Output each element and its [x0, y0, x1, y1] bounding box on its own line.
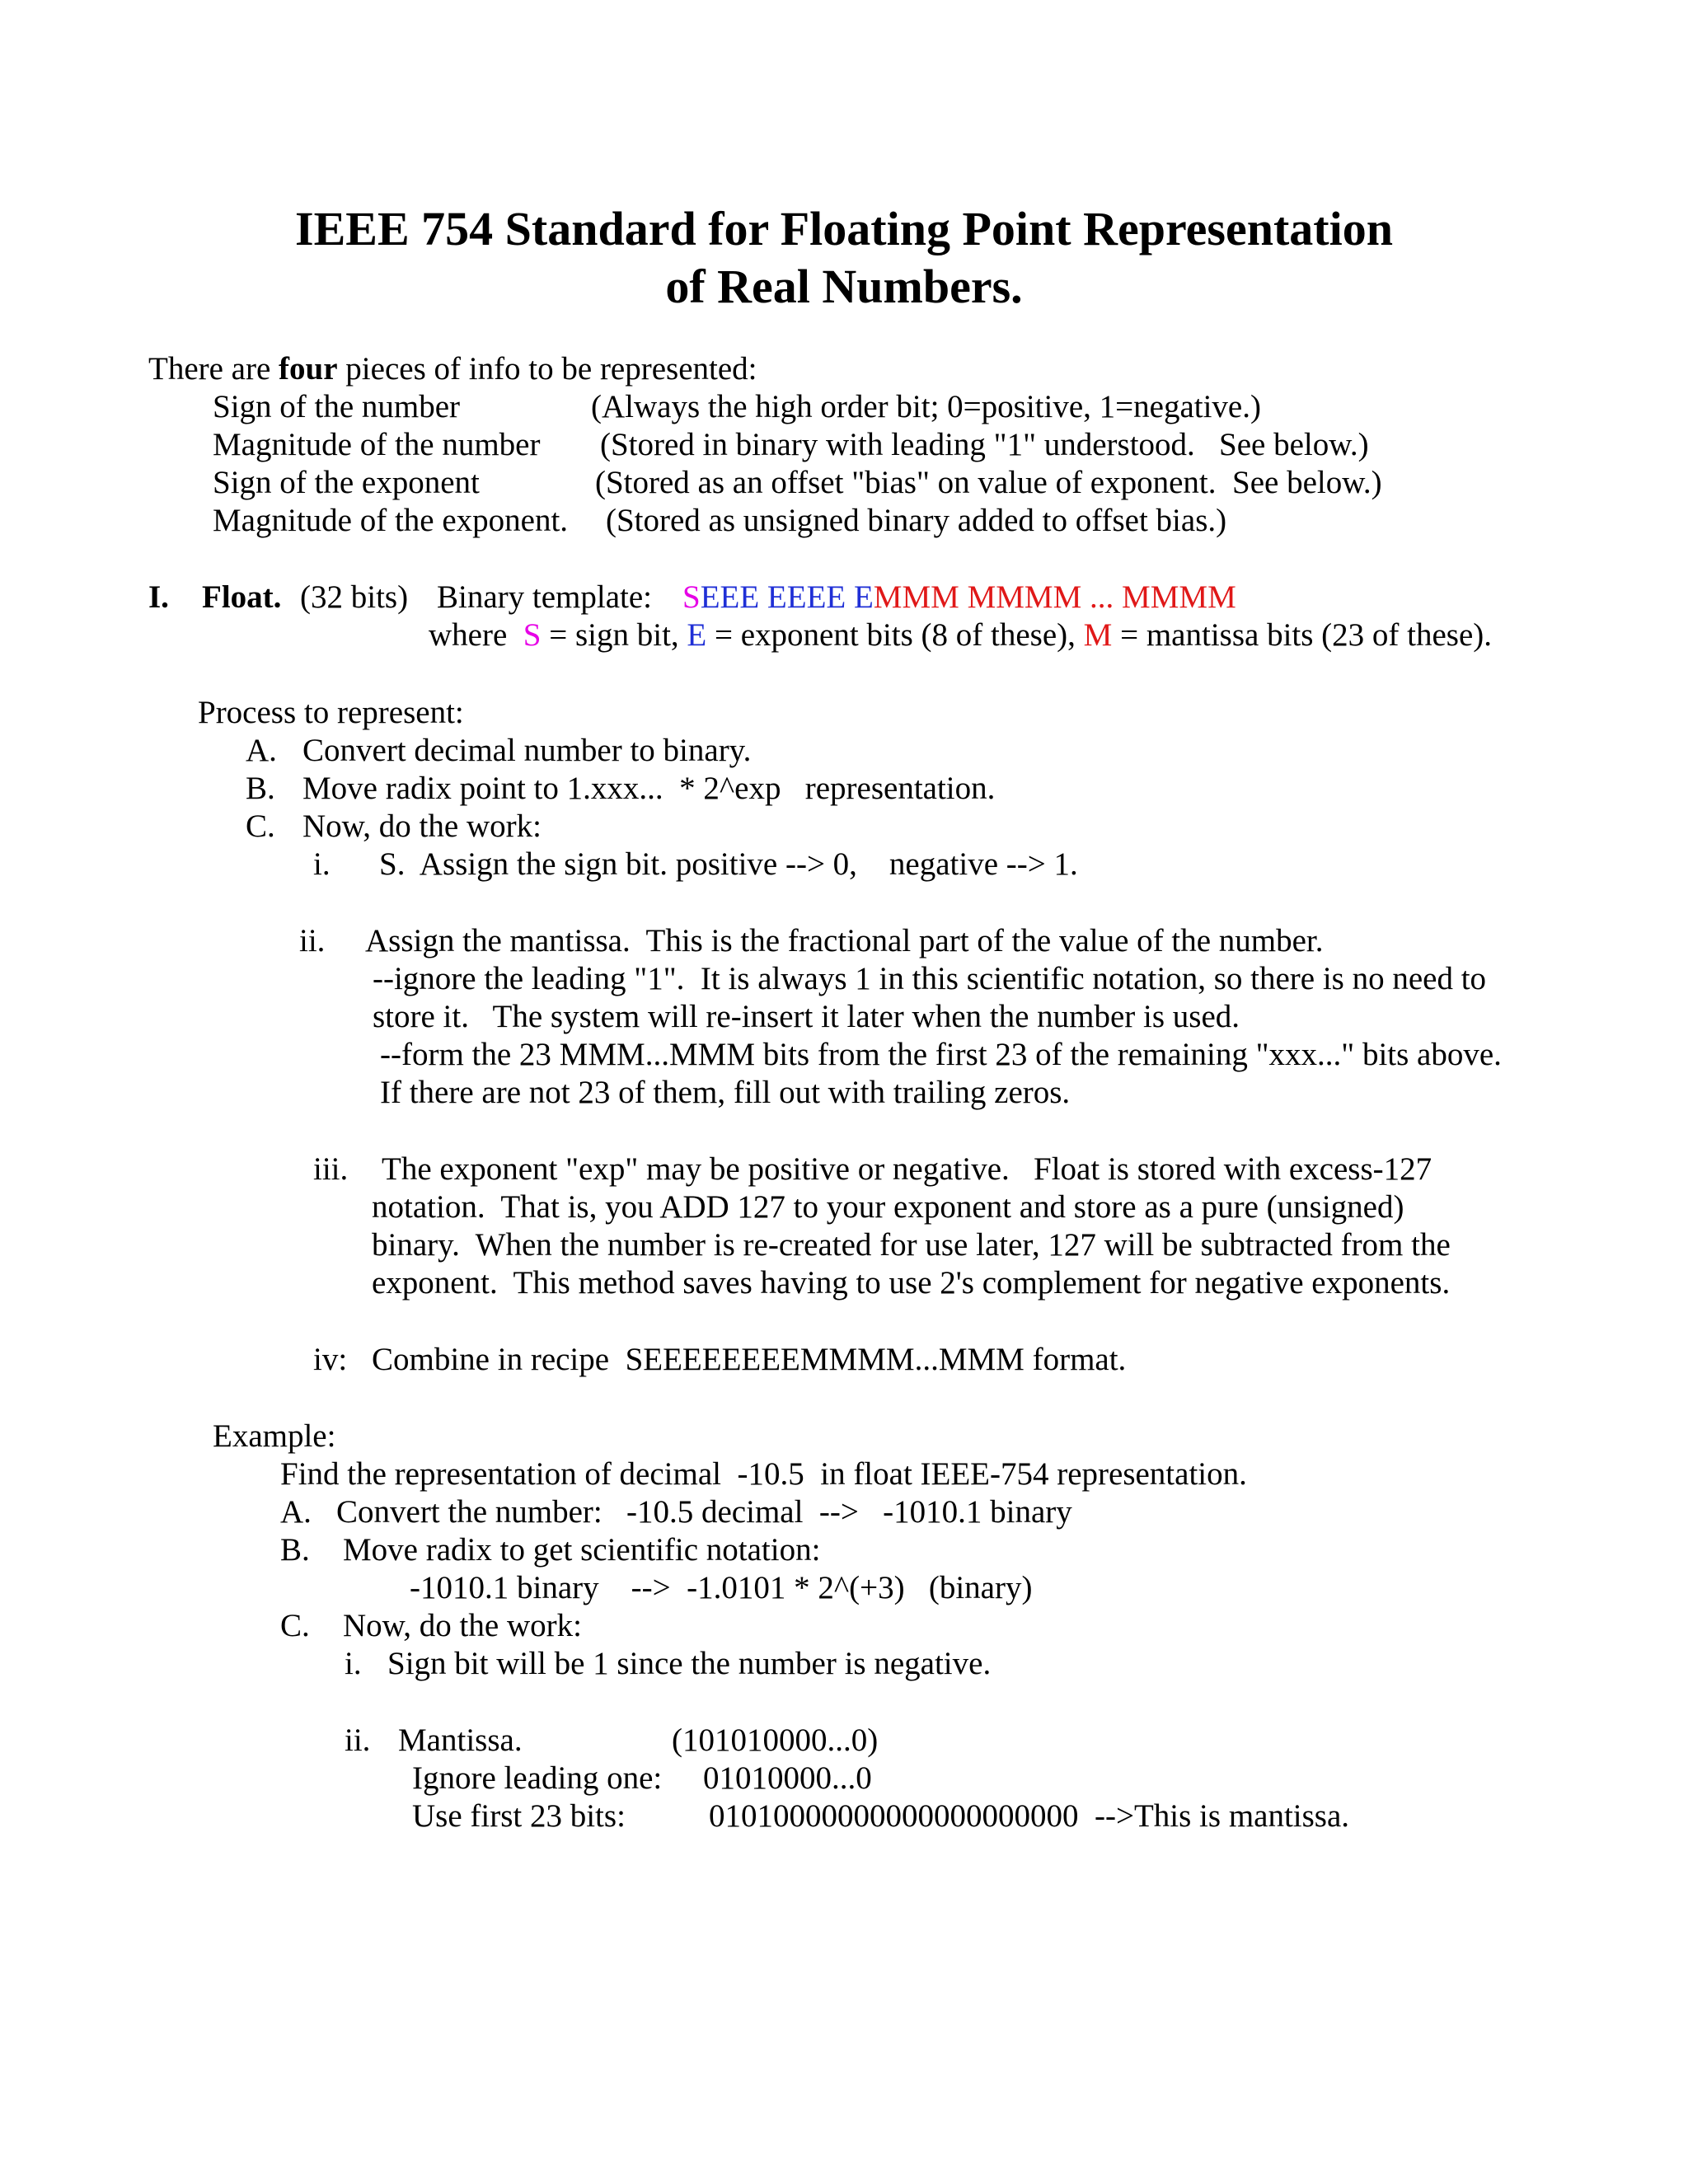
- section-name: Float.: [202, 579, 282, 615]
- process-heading: Process to represent:: [198, 695, 464, 730]
- section-bits: (32 bits): [300, 579, 409, 615]
- substep-text: S. Assign the sign bit. positive --> 0, negative --> 1.: [379, 846, 1078, 882]
- template-sign-bit: S: [682, 579, 701, 615]
- intro-bold-word: four: [279, 351, 338, 387]
- process-step-text: Now, do the work:: [302, 808, 542, 844]
- info-item-label: Sign of the number: [213, 389, 461, 424]
- mantissa-full-value: (101010000...0): [672, 1722, 879, 1758]
- legend-m-desc: = mantissa bits (23 of these).: [1112, 617, 1493, 653]
- example-step-marker: C.: [280, 1608, 310, 1643]
- example-step-text: Now, do the work:: [343, 1608, 582, 1643]
- info-item-label: Magnitude of the exponent.: [213, 503, 569, 538]
- binary-template: [682, 579, 1236, 616]
- substep-line: --form the 23 MMM...MMM bits from the first 23 of the remaining "xxx..." bits above.: [380, 1037, 1502, 1072]
- substep-text: Combine in recipe SEEEEEEEEMMMM...MMM format.: [372, 1342, 1127, 1377]
- ignore-leading-value: 01010000...0: [703, 1760, 872, 1796]
- legend-s: S: [523, 617, 542, 653]
- legend-where: where: [429, 617, 508, 653]
- example-step-marker: B.: [280, 1532, 310, 1568]
- legend-e: E: [687, 617, 707, 653]
- intro-prefix: There are: [148, 351, 279, 387]
- substep-line: binary. When the number is re-created for use later, 127 will be subtracted from the: [372, 1227, 1451, 1263]
- substep-line: Assign the mantissa. This is the fractional part of the value of the number.: [365, 923, 1324, 958]
- example-substep-marker: ii.: [345, 1722, 371, 1758]
- example-step-text: Convert the number: -10.5 decimal --> -1010.1 binary: [336, 1494, 1072, 1530]
- substep-marker: i.: [313, 846, 331, 882]
- process-step-marker: C.: [246, 808, 275, 844]
- section-numeral: I.: [148, 579, 169, 615]
- substep-marker: iv:: [313, 1342, 348, 1377]
- page-title-line-2: of Real Numbers.: [665, 260, 1023, 313]
- example-step-text: Move radix to get scientific notation:: [343, 1532, 821, 1568]
- example-substep-text: Mantissa.: [398, 1722, 523, 1758]
- legend-m: M: [1083, 617, 1113, 653]
- intro-sentence: [148, 350, 757, 388]
- substep-marker: ii.: [299, 923, 326, 958]
- page-title-line-1: IEEE 754 Standard for Floating Point Representation: [295, 202, 1393, 255]
- substep-line: store it. The system will re-insert it later when the number is used.: [373, 999, 1240, 1034]
- substep-line: exponent. This method saves having to use 2's complement for negative exponents.: [372, 1265, 1451, 1301]
- intro-suffix: pieces of info to be represented:: [337, 351, 757, 387]
- template-mantissa-bits: MMM MMMM ... MMMM: [873, 579, 1236, 615]
- info-item-note: (Always the high order bit; 0=positive, 1=negative.): [591, 389, 1261, 424]
- template-exponent-bits: EEE EEEE E: [700, 579, 874, 615]
- info-item-note: (Stored in binary with leading "1" understood. See below.): [600, 427, 1369, 462]
- example-step-detail: -1010.1 binary --> -1.0101 * 2^(+3) (binary): [410, 1570, 1033, 1605]
- info-item-label: Sign of the exponent: [213, 465, 480, 500]
- substep-line: The exponent "exp" may be positive or negative. Float is stored with excess-127: [382, 1151, 1432, 1187]
- info-item-note: (Stored as an offset "bias" on value of exponent. See below.): [595, 465, 1382, 500]
- substep-marker: iii.: [313, 1151, 349, 1187]
- example-substep-text: Sign bit will be 1 since the number is negative.: [387, 1646, 992, 1681]
- binary-template-label: Binary template:: [437, 579, 653, 615]
- first-bits-label: Use first 23 bits:: [412, 1798, 626, 1834]
- process-step-text: Move radix point to 1.xxx... * 2^exp representation.: [302, 771, 996, 806]
- example-heading: Example:: [213, 1418, 336, 1454]
- info-item-note: (Stored as unsigned binary added to offset bias.): [606, 503, 1227, 538]
- ignore-leading-label: Ignore leading one:: [412, 1760, 663, 1796]
- substep-line: If there are not 23 of them, fill out with trailing zeros.: [380, 1075, 1071, 1110]
- process-step-text: Convert decimal number to binary.: [302, 733, 752, 768]
- template-legend: [429, 616, 1492, 654]
- legend-s-desc: = sign bit,: [541, 617, 687, 653]
- process-step-marker: A.: [246, 733, 277, 768]
- example-find: Find the representation of decimal -10.5 in float IEEE-754 representation.: [280, 1456, 1247, 1492]
- info-item-label: Magnitude of the number: [213, 427, 541, 462]
- example-substep-marker: i.: [345, 1646, 362, 1681]
- process-step-marker: B.: [246, 771, 275, 806]
- legend-e-desc: = exponent bits (8 of these),: [706, 617, 1084, 653]
- substep-line: --ignore the leading "1". It is always 1 in this scientific notation, so there is no need to: [373, 961, 1487, 996]
- first-bits-value: 01010000000000000000000 -->This is mantissa.: [709, 1798, 1350, 1834]
- substep-line: notation. That is, you ADD 127 to your exponent and store as a pure (unsigned): [372, 1189, 1404, 1225]
- example-step-marker: A.: [280, 1494, 312, 1530]
